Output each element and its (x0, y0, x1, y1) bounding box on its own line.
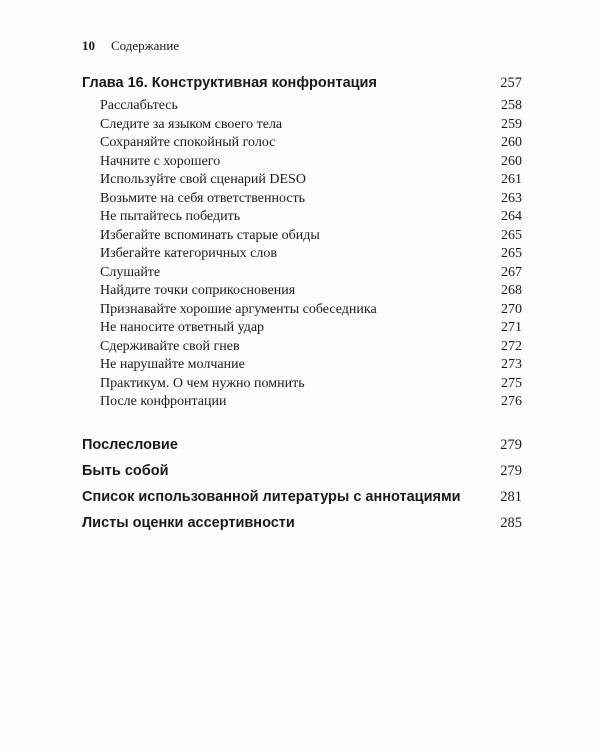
back-matter-title: Быть собой (82, 462, 169, 479)
toc-section-entry (82, 208, 522, 227)
section-page: 258 (501, 98, 522, 113)
toc-section-entry (82, 190, 522, 209)
section-title: Сохраняйте спокойный голос (100, 135, 276, 150)
back-matter-page: 285 (500, 514, 522, 531)
section-page: 268 (501, 283, 522, 298)
toc-section-entry (82, 134, 522, 153)
toc-section-entry (82, 356, 522, 375)
running-head-title: Содержание (111, 38, 180, 53)
section-page: 260 (501, 135, 522, 150)
section-title: Возьмите на себя ответственность (100, 190, 306, 206)
toc-section-entry (82, 375, 522, 394)
section-title: Начните с хорошего (100, 153, 221, 169)
section-page: 271 (501, 320, 522, 335)
section-title: Следите за языком своего тела (100, 116, 283, 132)
section-page: 265 (501, 227, 522, 243)
section-page: 263 (501, 190, 522, 206)
toc-section-entry (82, 171, 522, 190)
page-number: 10 (82, 38, 95, 53)
section-title: Практикум. О чем нужно помнить (100, 375, 305, 391)
back-matter-entry (82, 510, 522, 536)
toc-section-entry (82, 282, 522, 301)
back-matter-list (82, 432, 522, 536)
back-matter-title: Послесловие (82, 436, 178, 453)
toc-section-entry (82, 245, 522, 264)
section-title: Не нарушайте молчание (100, 357, 245, 372)
section-page: 272 (501, 338, 522, 354)
chapter-title: Глава 16. Конструктивная конфронтация (82, 75, 377, 91)
chapter-page: 257 (500, 75, 522, 91)
section-title: Избегайте категоричных слов (100, 246, 277, 261)
toc-section-entry (82, 227, 522, 246)
section-title: Используйте свой сценарий DESO (100, 172, 306, 187)
section-page: 264 (501, 209, 522, 224)
toc-section-entry (82, 338, 522, 357)
toc-section-entry (82, 153, 522, 172)
section-title: Сдерживайте свой гнев (100, 338, 240, 354)
chapter-entry (82, 72, 522, 94)
section-page: 267 (501, 264, 522, 280)
section-title: Признавайте хорошие аргументы собеседника (100, 301, 377, 317)
section-title: После конфронтации (100, 394, 227, 409)
toc-section-entry (82, 264, 522, 283)
section-page: 276 (501, 394, 522, 409)
back-matter-page: 281 (500, 488, 522, 505)
section-list (82, 97, 522, 412)
section-page: 270 (501, 301, 522, 317)
section-title: Не наносите ответный удар (100, 320, 265, 335)
toc-section-entry (82, 319, 522, 338)
back-matter-title: Список использованной литературы с аннотациями (82, 488, 461, 505)
back-matter-page: 279 (500, 462, 522, 479)
toc-section-entry (82, 301, 522, 320)
section-title: Слушайте (100, 264, 161, 280)
back-matter-entry (82, 458, 522, 484)
toc-section-entry (82, 393, 522, 412)
back-matter-title: Листы оценки ассертивности (82, 514, 295, 531)
back-matter-entry (82, 432, 522, 458)
section-title: Найдите точки соприкосновения (100, 283, 296, 298)
back-matter-page: 279 (500, 436, 522, 453)
section-page: 273 (501, 357, 522, 372)
section-page: 261 (501, 172, 522, 187)
section-title: Не пытайтесь победить (100, 209, 241, 224)
back-matter-entry (82, 484, 522, 510)
table-of-contents (82, 72, 522, 536)
section-page: 259 (501, 116, 522, 132)
toc-section-entry (82, 97, 522, 116)
section-title: Избегайте вспоминать старые обиды (100, 227, 320, 243)
section-page: 260 (501, 153, 522, 169)
section-page: 275 (501, 375, 522, 391)
section-page: 265 (501, 246, 522, 261)
section-title: Расслабьтесь (100, 98, 178, 113)
running-head (82, 38, 179, 54)
toc-section-entry (82, 116, 522, 135)
